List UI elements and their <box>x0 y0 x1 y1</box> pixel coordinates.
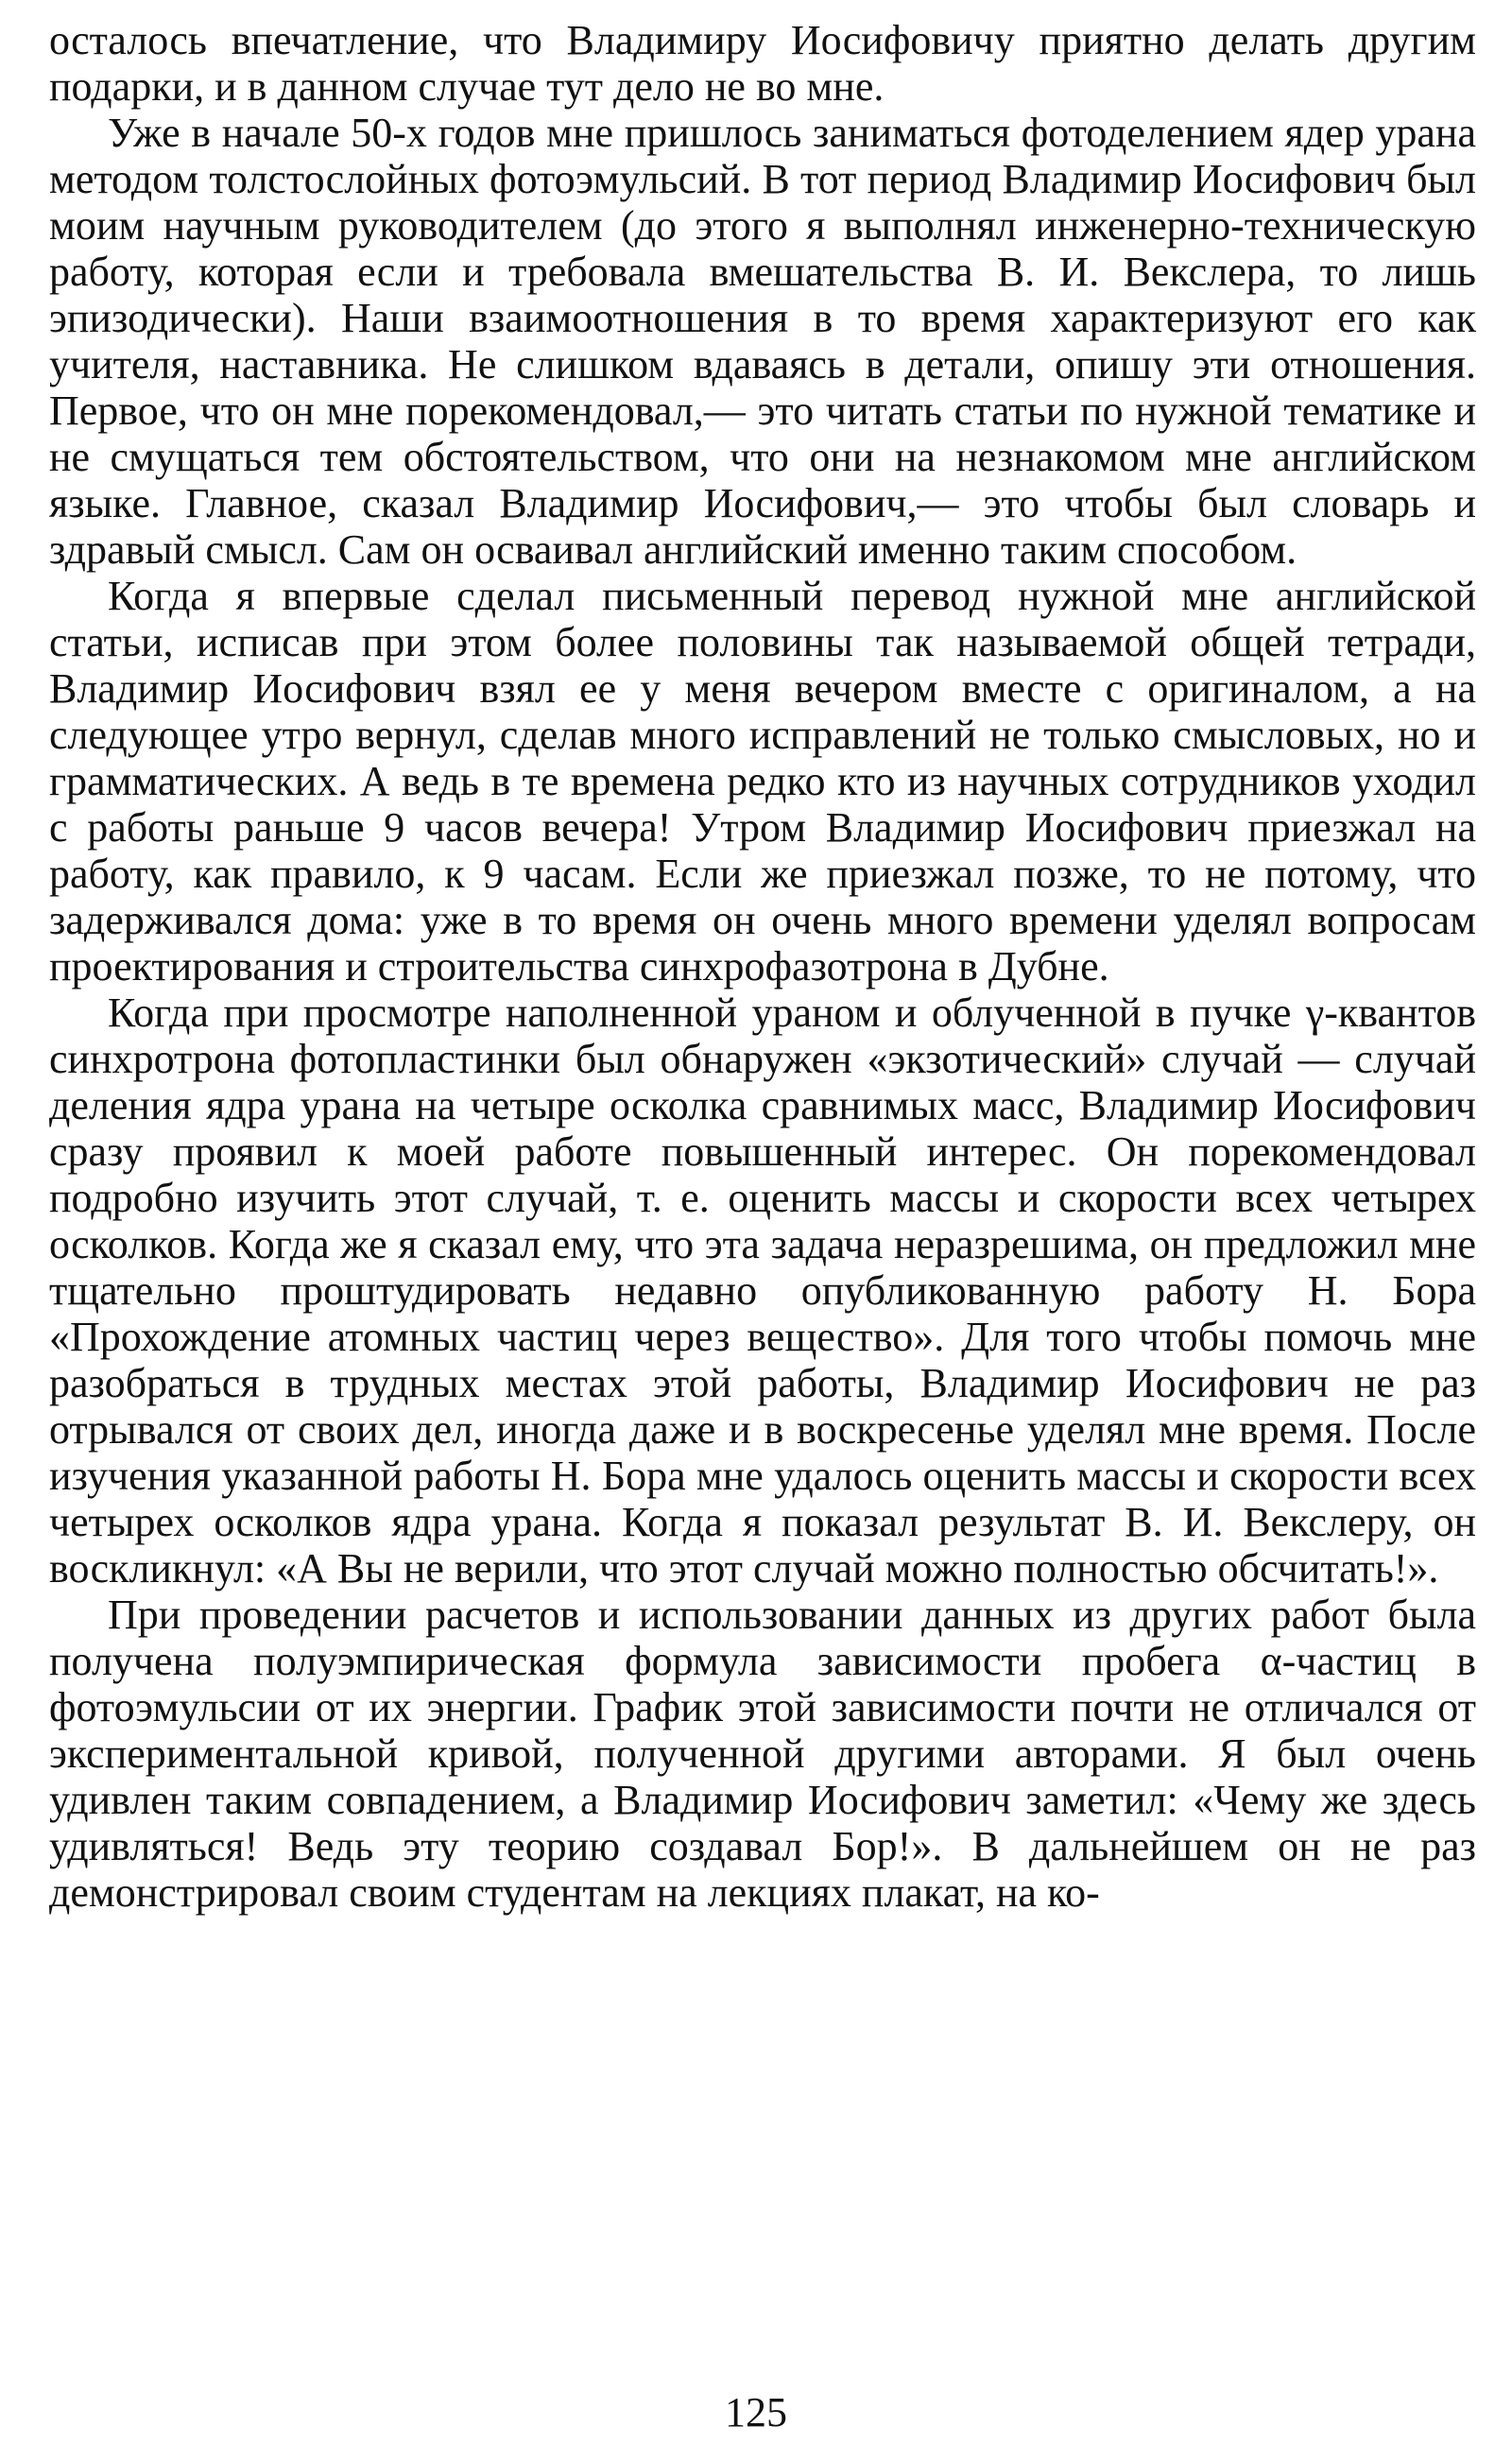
page-body <box>49 17 1476 1916</box>
paragraph-early-50s: Уже в начале 50-х годов мне пришлось заниматься фотоделением ядер урана методом толстослойных фотоэмульсий. В тот период Владимир Иосифович был моим научным руководителем (до этого я выполнял инженерно-техническую работу, которая если и требовала вмешательства В. И. Векслера, то лишь эпизодически). Наши взаимоотношения в то время характеризуют его как учителя, наставника. Не слишком вдаваясь в детали, опишу эти отношения. Первое, что он мне порекомендовал,— это читать статьи по нужной тематике и не смущаться тем обстоятельством, что они на незнакомом мне английском языке. Главное, сказал Владимир Иосифович,— это чтобы был словарь и здравый смысл. Сам он осваивал английский именно таким способом. <box>49 110 1476 573</box>
paragraph-exotic-case: Когда при просмотре наполненной ураном и облученной в пучке γ-квантов синхротрона фотопластинки был обнаружен «экзотический» случай — случай деления ядра урана на четыре осколка сравнимых масс, Владимир Иосифович сразу проявил к моей работе повышенный интерес. Он порекомендовал подробно изучить этот случай, т. е. оценить массы и скорости всех четырех осколков. Когда же я сказал ему, что эта задача неразрешима, он предложил мне тщательно проштудировать недавно опубликованную работу Н. Бора «Прохождение атомных частиц через вещество». Для того чтобы помочь мне разобраться в трудных местах этой работы, Владимир Иосифович не раз отрывался от своих дел, иногда даже и в воскресенье уделял мне время. После изучения указанной работы Н. Бора мне удалось оценить массы и скорости всех четырех осколков ядра урана. Когда я показал результат В. И. Векслеру, он воскликнул: «А Вы не верили, что этот случай можно полностью обсчитать!». <box>49 990 1476 1592</box>
text-block <box>49 17 1476 1916</box>
page-number: 125 <box>725 2389 787 2435</box>
paragraph-formula: При проведении расчетов и использовании данных из других работ была получена полуэмпирическая формула зависимости пробега α-частиц в фотоэмульсии от их энергии. График этой зависимости почти не отличался от экспериментальной кривой, полученной другими авторами. Я был очень удивлен таким совпадением, а Владимир Иосифович заметил: «Чему же здесь удивляться! Ведь эту теорию создавал Бор!». В дальнейшем он не раз демонстрировал своим студентам на лекциях плакат, на ко- <box>49 1592 1476 1916</box>
paragraph-translation: Когда я впервые сделал письменный перевод нужной мне английской статьи, исписав при этом более половины так называемой общей тетради, Владимир Иосифович взял ее у меня вечером вместе с оригиналом, а на следующее утро вернул, сделав много исправлений не только смысловых, но и грамматических. А ведь в те времена редко кто из научных сотрудников уходил с работы раньше 9 часов вечера! Утром Владимир Иосифович приезжал на работу, как правило, к 9 часам. Если же приезжал позже, то не потому, что задерживался дома: уже в то время он очень много времени уделял вопросам проектирования и строительства синхрофазотрона в Дубне. <box>49 573 1476 990</box>
paragraph-continuation: осталось впечатление, что Владимиру Иосифовичу приятно делать другим подарки, и в данном случае тут дело не во мне. <box>49 17 1476 110</box>
